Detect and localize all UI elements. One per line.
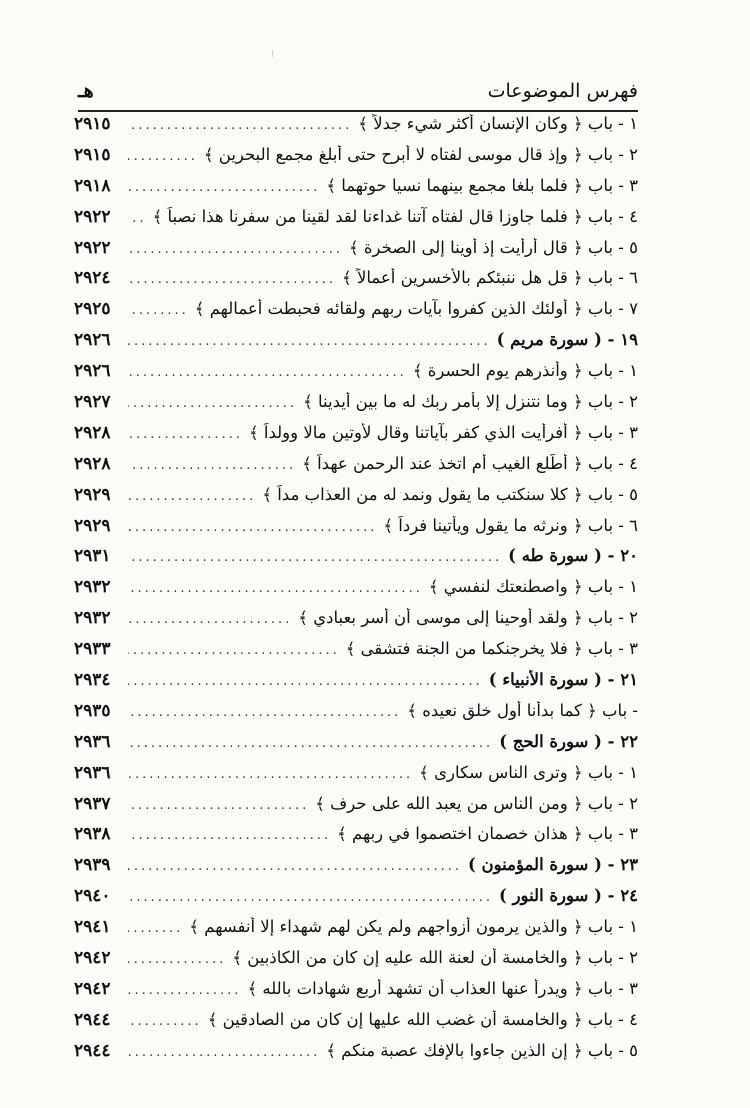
entry-title: ١٩ - ( سورة مريم ): [496, 330, 638, 350]
table-of-contents: [74, 114, 638, 1072]
toc-entry: [74, 608, 638, 639]
dot-leader: [128, 983, 241, 998]
entry-title: ٦ - باب ﴿ قل هل ننبئكم بالأخسرين أعمالاً ﴾: [342, 268, 638, 288]
toc-entry: [74, 176, 638, 207]
page-number: ٢٩٣٦: [74, 762, 111, 783]
entry-title: ٢ - باب ﴿ ولقد أوحينا إلى موسى أن أسر بعبادي ﴾: [298, 608, 638, 628]
entry-title: ٢ - باب ﴿ والخامسة أن لعنة الله عليه إن كان من الكاذبين ﴾: [232, 948, 638, 968]
dot-leader: [128, 736, 493, 751]
dot-leader: [128, 365, 407, 380]
entry-title: ٧ - باب ﴿ أولئك الذين كفروا بآيات ربهم ولقائه فحبطت أعمالهم ﴾: [194, 299, 638, 319]
toc-entry: [74, 268, 638, 299]
dot-leader: [128, 705, 401, 720]
dot-leader: [128, 674, 483, 689]
toc-entry: [74, 114, 638, 145]
page-number: ٢٩٢٤: [74, 268, 111, 289]
toc-surah-heading: [74, 330, 638, 361]
dot-leader: [128, 520, 377, 535]
page-number: ٢٩٢٦: [74, 330, 111, 351]
dot-leader: [128, 396, 297, 411]
toc-entry: [74, 485, 638, 516]
dot-leader: [128, 334, 491, 349]
dot-leader: [128, 890, 493, 905]
entry-title: ٢١ - ( سورة الأنبياء ): [488, 670, 638, 690]
dot-leader: [128, 272, 336, 287]
page-number: ٢٩٣٧: [74, 793, 111, 814]
dot-leader: [128, 952, 226, 967]
page-number: ٢٩٣١: [74, 546, 111, 567]
entry-title: ٦ - باب ﴿ ونرثه ما يقول ويأتينا فرداً ﴾: [383, 515, 638, 535]
toc-entry: [74, 361, 638, 392]
toc-surah-heading: [74, 670, 638, 701]
dot-leader: [128, 828, 331, 843]
toc-surah-heading: [74, 886, 638, 917]
page-header: [78, 78, 638, 108]
entry-title: ٣ - باب ﴿ فلما بلغا مجمع بينهما نسيا حوتهما ﴾: [326, 175, 638, 195]
dot-leader: [128, 303, 189, 318]
page-number: ٢٩١٥: [74, 144, 111, 165]
page-number: ٢٩٣٥: [74, 700, 111, 721]
entry-title: ٢٠ - ( سورة طه ): [508, 546, 638, 566]
toc-entry: [74, 392, 638, 423]
entry-title: ٣ - باب ﴿ فلا يخرجنكما من الجنة فتشقى ﴾: [345, 639, 638, 659]
page-number: ٢٩٢٨: [74, 422, 111, 443]
page-number: ٢٩٣٩: [74, 855, 111, 876]
page-number: ٢٩٢٥: [74, 299, 111, 320]
toc-entry: [74, 824, 638, 855]
page-number: ٢٩٤٤: [74, 1009, 111, 1030]
toc-surah-heading: [74, 732, 638, 763]
entry-title: ١ - باب ﴿ وكان الإنسان أكثر شيء جدلاً ﴾: [358, 114, 638, 133]
toc-entry: [74, 763, 638, 794]
page-number: ٢٩٢٦: [74, 361, 111, 382]
dot-leader: [128, 581, 423, 596]
entry-title: ٥ - باب ﴿ كلا سنكتب ما يقول ونمد له من العذاب مداً ﴾: [262, 484, 638, 504]
toc-entry: [74, 299, 638, 330]
page-number: ٢٩٤٢: [74, 978, 111, 999]
toc-entry: [74, 917, 638, 948]
dot-leader: [128, 921, 183, 936]
toc-entry: [74, 207, 638, 238]
toc-entry: [74, 423, 638, 454]
header-rule: [78, 110, 638, 112]
page-number: ٢٩٤٤: [74, 1040, 111, 1061]
entry-title: ٢ - باب ﴿ وإذ قال موسى لفتاه لا أبرح حتى أبلغ مجمع البحرين ﴾: [203, 144, 638, 164]
entry-title: ١ - باب ﴿ والذين يرمون أزواجهم ولم يكن لهم شهداء إلا أنفسهم ﴾: [189, 917, 638, 937]
dot-leader: [128, 211, 147, 226]
dot-leader: [128, 149, 198, 164]
page-number: ٢٩٣٨: [74, 824, 111, 845]
page-number: ٢٩٣٣: [74, 639, 111, 660]
dot-leader: [128, 458, 296, 473]
page-number: ٢٩٤٢: [74, 948, 111, 969]
scan-mark: [272, 50, 273, 57]
toc-surah-heading: [74, 546, 638, 577]
page-number: ٢٩٣٢: [74, 608, 111, 629]
toc-entry: [74, 516, 638, 547]
dot-leader: [128, 859, 462, 874]
dot-leader: [128, 612, 292, 627]
page-number: ٢٩٢٨: [74, 453, 111, 474]
entry-title: ٤ - باب ﴿ والخامسة أن غضب الله عليها إن كان من الصادقين ﴾: [207, 1009, 638, 1029]
toc-entry: [74, 238, 638, 269]
toc-entry: [74, 577, 638, 608]
page-number: ٢٩١٥: [74, 114, 111, 134]
dot-leader: [128, 643, 340, 658]
page-number: ٢٩٣٤: [74, 670, 111, 691]
entry-title: ٢٤ - ( سورة النور ): [499, 886, 638, 906]
entry-title: ٢٢ - ( سورة الحج ): [499, 731, 638, 751]
page-number: ٢٩٢٢: [74, 206, 111, 227]
page-title: فهرس الموضوعات: [487, 80, 638, 102]
toc-surah-heading: [74, 855, 638, 886]
dot-leader: [128, 1014, 202, 1029]
toc-entry: [74, 701, 638, 732]
entry-title: ١ - باب ﴿ وترى الناس سكارى ﴾: [419, 762, 638, 782]
page-number: ٢٩٢٩: [74, 484, 111, 505]
toc-entry: [74, 1041, 638, 1072]
toc-entry: [74, 948, 638, 979]
entry-title: ٣ - باب ﴿ أفرأيت الذي كفر بآياتنا وقال لأوتين مالا وولداً ﴾: [248, 422, 638, 442]
entry-title: ٣ - باب ﴿ ويدرأ عنها العذاب أن تشهد أربع شهادات بالله ﴾: [247, 978, 638, 998]
entry-title: ٢٣ - ( سورة المؤمنون ): [467, 855, 638, 875]
entry-title: ٢ - باب ﴿ وما نتنزل إلا بأمر ربك له ما بين أيدينا ﴾: [303, 392, 638, 412]
toc-entry: [74, 794, 638, 825]
page-number: ٢٩١٨: [74, 175, 111, 196]
page-number: ٢٩٣٦: [74, 731, 111, 752]
dot-leader: [128, 550, 502, 565]
entry-title: - باب ﴿ كما بدأنا أول خلق نعيده ﴾: [407, 700, 638, 720]
entry-title: ٤ - باب ﴿ فلما جاوزا قال لفتاه آتنا غداءنا لقد لقينا من سفرنا هذا نصباً ﴾: [152, 206, 638, 226]
dot-leader: [128, 118, 352, 133]
page-number: ٢٩٢٢: [74, 237, 111, 258]
page-number: ٢٩٢٩: [74, 515, 111, 536]
dot-leader: [128, 242, 343, 257]
page-number: ٢٩٢٧: [74, 392, 111, 413]
dot-leader: [128, 1045, 320, 1060]
toc-entry: [74, 145, 638, 176]
toc-entry: [74, 1010, 638, 1041]
page-number: ٢٩٣٢: [74, 577, 111, 598]
entry-title: ٤ - باب ﴿ أطّلع الغيب أم اتخذ عند الرحمن عهداً ﴾: [302, 453, 638, 473]
dot-leader: [128, 798, 309, 813]
dot-leader: [128, 427, 243, 442]
dot-leader: [128, 767, 413, 782]
dot-leader: [128, 489, 256, 504]
entry-title: ٥ - باب ﴿ إن الذين جاءوا بالإفك عصبة منكم ﴾: [326, 1040, 638, 1060]
entry-title: ١ - باب ﴿ وأنذرهم يوم الحسرة ﴾: [412, 361, 638, 381]
entry-title: ٣ - باب ﴿ هذان خصمان اختصموا في ربهم ﴾: [337, 824, 638, 844]
page-number: ٢٩٤٠: [74, 886, 111, 907]
toc-entry: [74, 639, 638, 670]
page-number: ٢٩٤١: [74, 917, 111, 938]
section-letter: هـ: [78, 80, 94, 102]
entry-title: ١ - باب ﴿ واصطنعتك لنفسي ﴾: [428, 577, 638, 597]
toc-entry: [74, 979, 638, 1010]
entry-title: ٢ - باب ﴿ ومن الناس من يعبد الله على حرف ﴾: [315, 793, 638, 813]
dot-leader: [128, 180, 320, 195]
entry-title: ٥ - باب ﴿ قال أرأيت إذ أوينا إلى الصخرة ﴾: [349, 237, 638, 257]
toc-entry: [74, 454, 638, 485]
